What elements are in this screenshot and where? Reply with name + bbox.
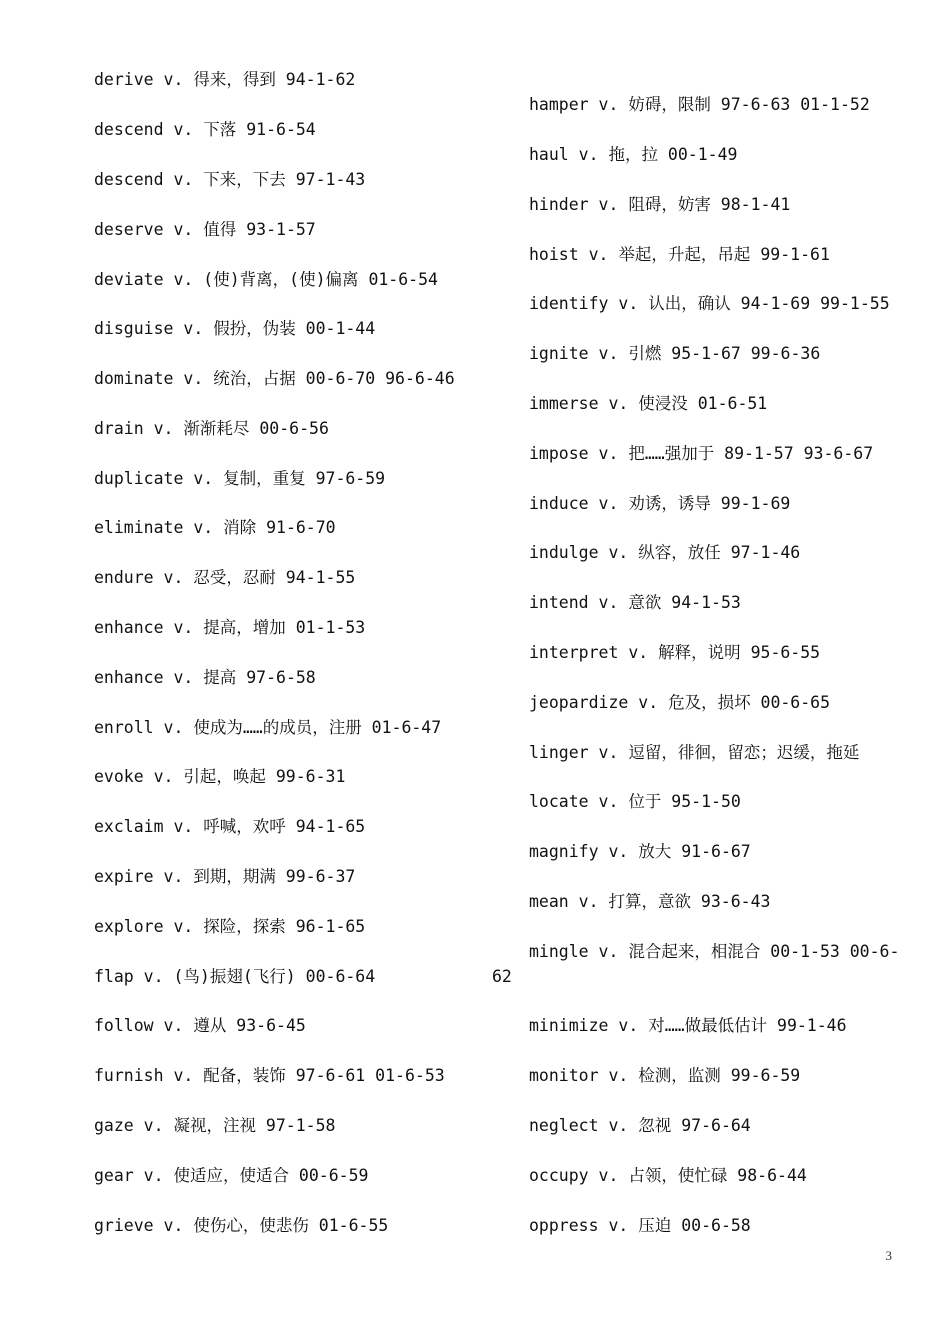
vocab-entry: haul v. 拖，拉 00-1-49 xyxy=(529,145,738,164)
vocab-entry: enhance v. 提高 97-6-58 xyxy=(94,668,316,687)
vocab-entry: magnify v. 放大 91-6-67 xyxy=(529,842,751,861)
vocab-entry: descend v. 下来，下去 97-1-43 xyxy=(94,170,366,189)
vocab-entry: evoke v. 引起，唤起 99-6-31 xyxy=(94,767,346,786)
vocab-entry: occupy v. 占领，使忙碌 98-6-44 xyxy=(529,1166,807,1185)
vocab-entry: dominate v. 统治，占据 00-6-70 96-6-46 xyxy=(94,369,455,388)
vocab-entry: endure v. 忍受，忍耐 94-1-55 xyxy=(94,568,356,587)
vocab-entry: exclaim v. 呼喊，欢呼 94-1-65 xyxy=(94,817,366,836)
vocab-entry: locate v. 位于 95-1-50 xyxy=(529,792,741,811)
vocab-entry: linger v. 逗留，徘徊，留恋；迟缓，拖延 xyxy=(529,743,860,762)
vocab-entry: identify v. 认出，确认 94-1-69 99-1-55 xyxy=(529,294,890,313)
vocab-entry: expire v. 到期，期满 99-6-37 xyxy=(94,867,356,886)
vocab-entry: descend v. 下落 91-6-54 xyxy=(94,120,316,139)
vocab-entry: enhance v. 提高，增加 01-1-53 xyxy=(94,618,366,637)
vocab-entry: hoist v. 举起，升起，吊起 99-1-61 xyxy=(529,245,830,264)
vocab-entry: impose v. 把……强加于 89-1-57 93-6-67 xyxy=(529,444,874,463)
vocab-entry: neglect v. 忽视 97-6-64 xyxy=(529,1116,751,1135)
vocab-entry: deserve v. 值得 93-1-57 xyxy=(94,220,316,239)
vocab-entry: gear v. 使适应，使适合 00-6-59 xyxy=(94,1166,369,1185)
vocab-entry: gaze v. 凝视，注视 97-1-58 xyxy=(94,1116,336,1135)
vocab-entry: indulge v. 纵容，放任 97-1-46 xyxy=(529,543,801,562)
wrapped-line-tail: 62 xyxy=(492,967,512,986)
vocab-entry: ignite v. 引燃 95-1-67 99-6-36 xyxy=(529,344,821,363)
vocab-entry: flap v. (鸟)振翅(飞行) 00-6-64 xyxy=(94,967,376,986)
vocab-entry: jeopardize v. 危及，损坏 00-6-65 xyxy=(529,693,831,712)
vocab-entry: immerse v. 使浸没 01-6-51 xyxy=(529,394,768,413)
vocab-entry: eliminate v. 消除 91-6-70 xyxy=(94,518,336,537)
vocab-entry: mean v. 打算，意欲 93-6-43 xyxy=(529,892,771,911)
vocab-entry: induce v. 劝诱，诱导 99-1-69 xyxy=(529,494,791,513)
vocab-entry: hinder v. 阻碍，妨害 98-1-41 xyxy=(529,195,791,214)
vocab-entry: hamper v. 妨碍，限制 97-6-63 01-1-52 xyxy=(529,95,870,114)
vocab-entry: interpret v. 解释，说明 95-6-55 xyxy=(529,643,821,662)
vocab-entry: drain v. 渐渐耗尽 00-6-56 xyxy=(94,419,329,438)
page-number: 3 xyxy=(885,1248,892,1263)
vocab-entry: furnish v. 配备，装饰 97-6-61 01-6-53 xyxy=(94,1066,445,1085)
vocab-entry: mingle v. 混合起来，相混合 00-1-53 00-6- xyxy=(529,942,900,961)
vocab-entry: intend v. 意欲 94-1-53 xyxy=(529,593,741,612)
vocab-entry: derive v. 得来，得到 94-1-62 xyxy=(94,70,356,89)
vocab-entry: grieve v. 使伤心，使悲伤 01-6-55 xyxy=(94,1216,389,1235)
vocab-entry: minimize v. 对……做最低估计 99-1-46 xyxy=(529,1016,847,1035)
vocab-entry: follow v. 遵从 93-6-45 xyxy=(94,1016,306,1035)
vocab-entry: deviate v. (使)背离，(使)偏离 01-6-54 xyxy=(94,270,438,289)
vocab-entry: duplicate v. 复制，重复 97-6-59 xyxy=(94,469,386,488)
vocab-entry: monitor v. 检测，监测 99-6-59 xyxy=(529,1066,801,1085)
vocab-entry: disguise v. 假扮，伪装 00-1-44 xyxy=(94,319,376,338)
vocab-entry: enroll v. 使成为……的成员，注册 01-6-47 xyxy=(94,718,442,737)
vocab-entry: explore v. 探险，探索 96-1-65 xyxy=(94,917,366,936)
vocab-entry: oppress v. 压迫 00-6-58 xyxy=(529,1216,751,1235)
